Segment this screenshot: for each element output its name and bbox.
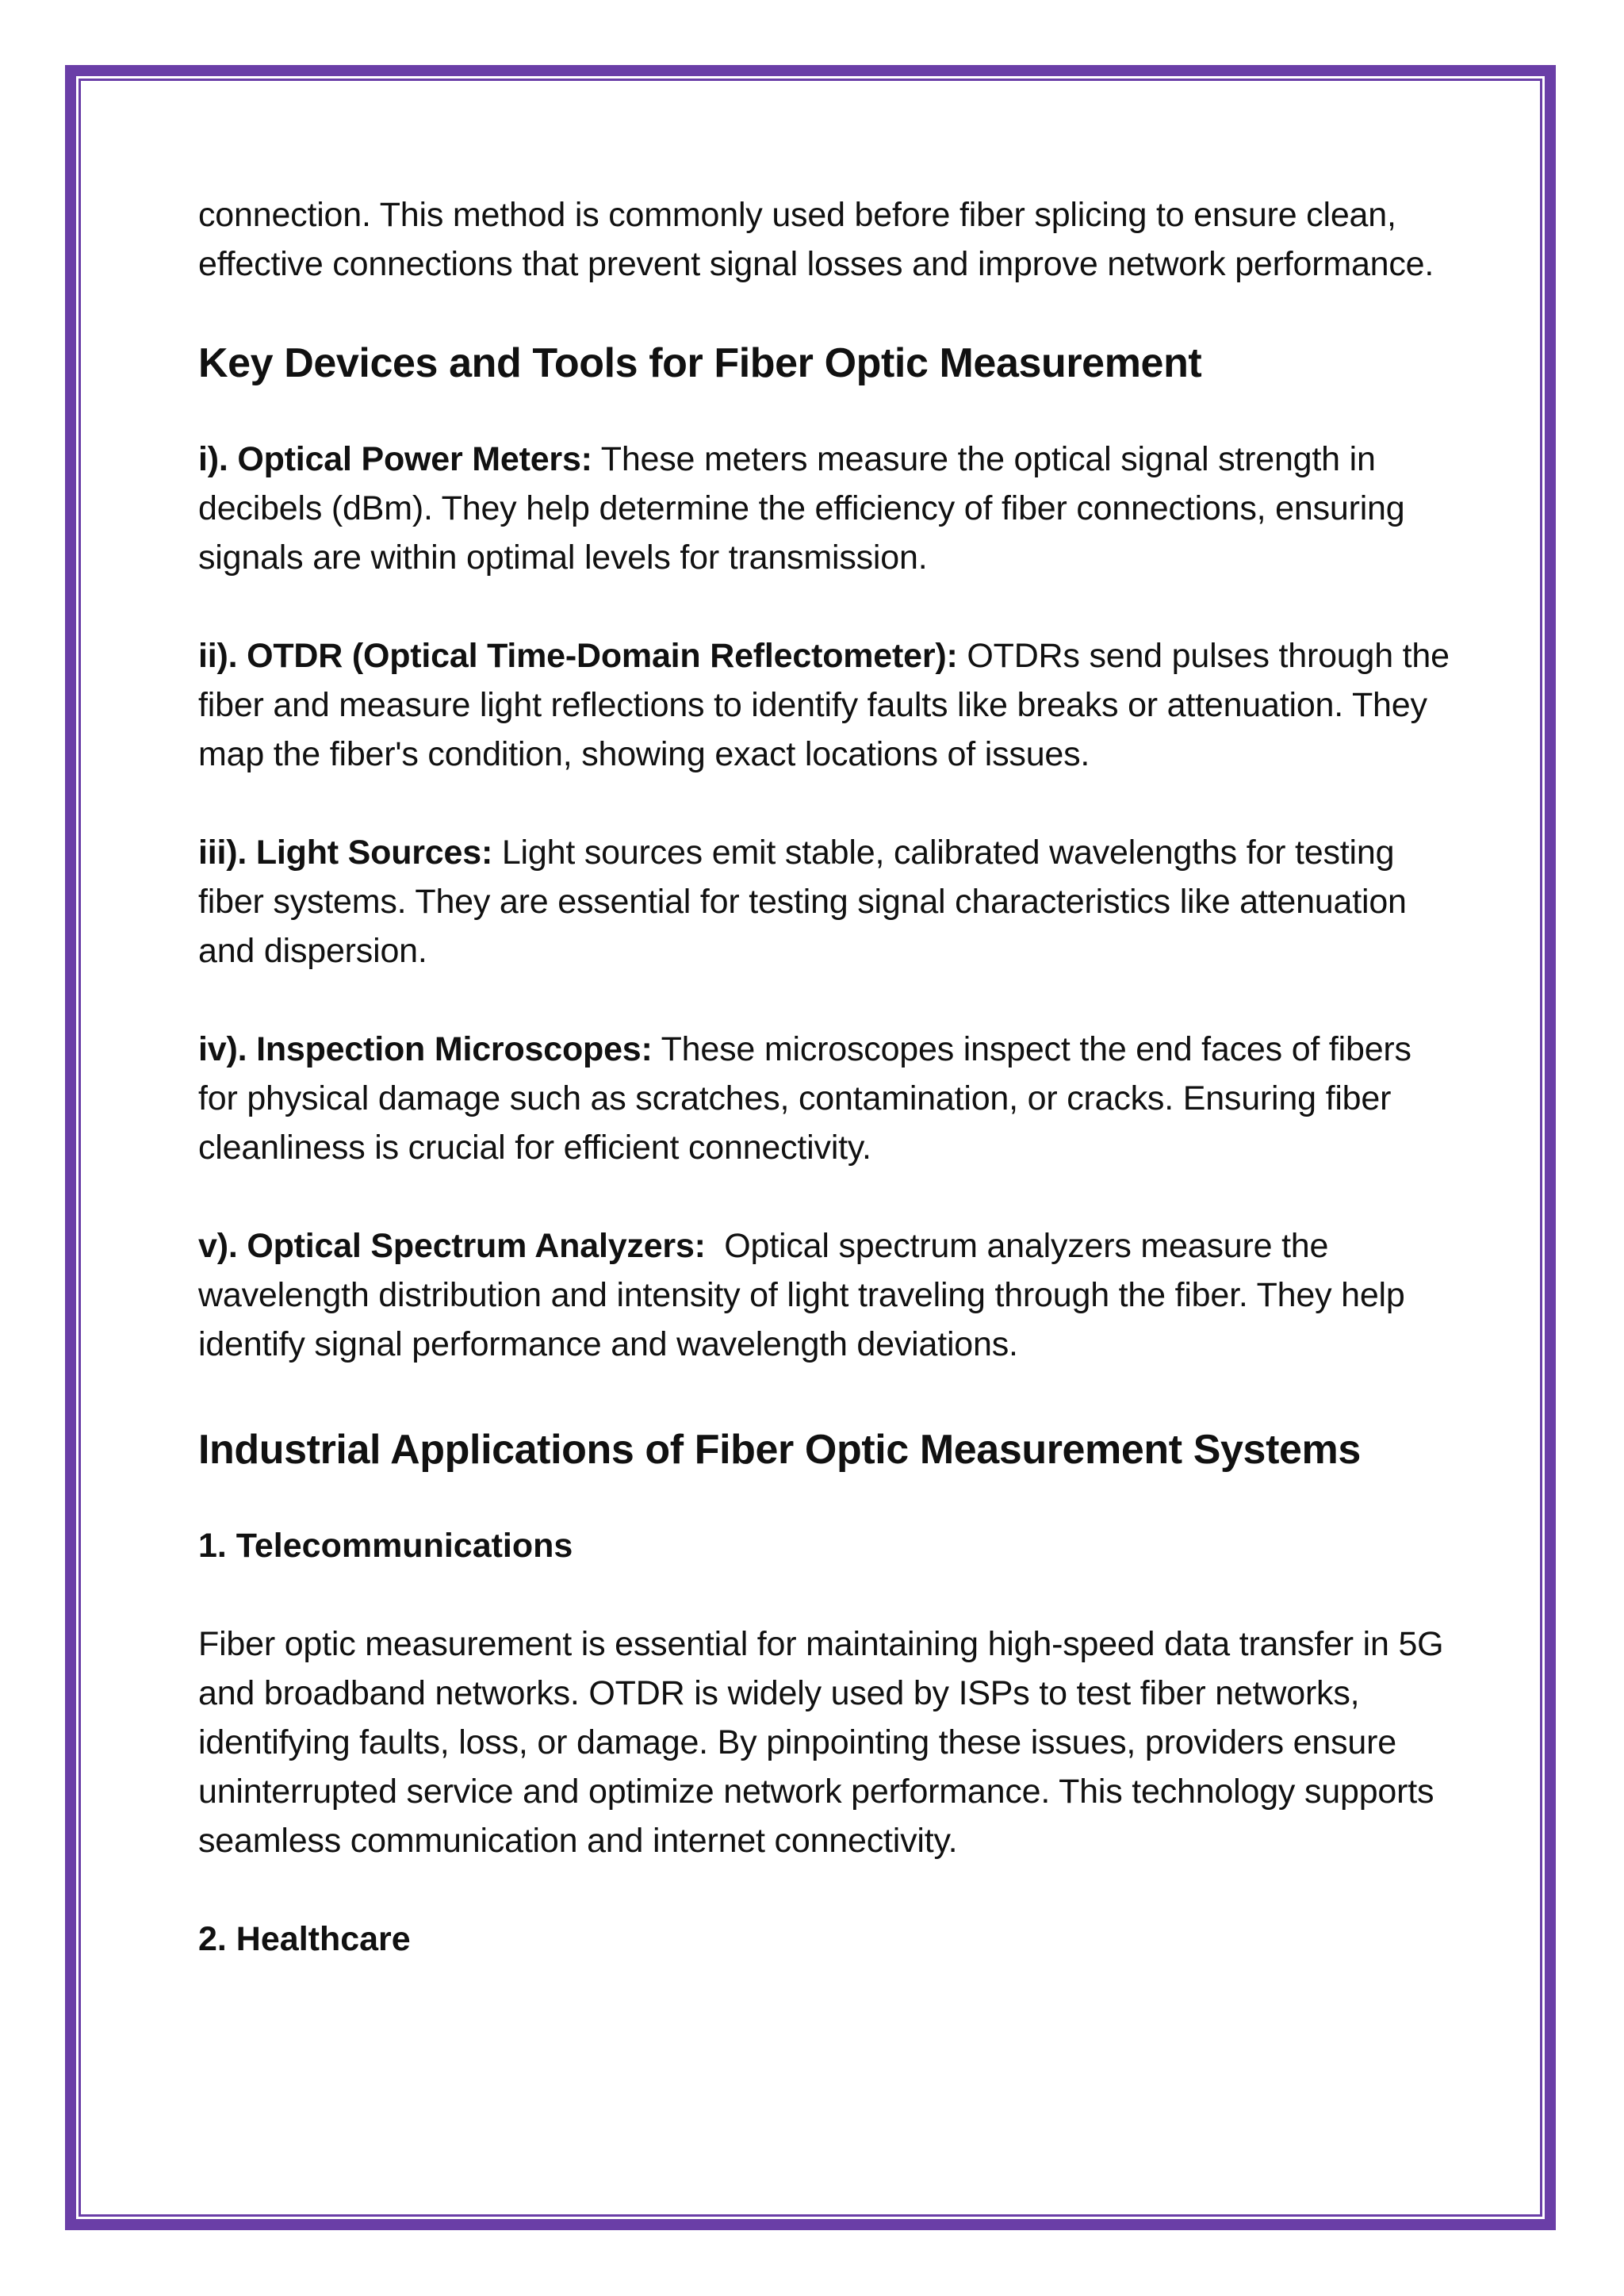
- section-heading-applications: Industrial Applications of Fiber Optic Measurement Systems: [198, 1427, 1361, 1473]
- document-body: [198, 190, 1451, 1964]
- intro-paragraph: connection. This method is commonly used before fiber splicing to ensure clean, effective connections that prevent signal losses and improve network performance.: [198, 196, 1434, 283]
- device-item-spectrum-analyzers: [198, 1221, 1451, 1369]
- device-text: These microscopes inspect the end faces of fibers for physical damage such as scratches, contamination, or cracks. Ensuring fiber cleanliness is crucial for efficient connectivity.: [198, 1030, 1411, 1167]
- subsection-title-telecom: 1. Telecommunications: [198, 1527, 573, 1565]
- device-label: v). Optical Spectrum Analyzers:: [198, 1227, 706, 1265]
- device-label: i). Optical Power Meters:: [198, 440, 592, 478]
- device-label: iii). Light Sources:: [198, 834, 493, 872]
- subsection-title-healthcare: 2. Healthcare: [198, 1920, 411, 1958]
- device-item-microscopes: [198, 1025, 1451, 1172]
- device-text: These meters measure the optical signal strength in decibels (dBm). They help determine the efficiency of fiber connections, ensuring signals are within optimal levels for transmission.: [198, 440, 1405, 577]
- device-label: ii). OTDR (Optical Time-Domain Reflectometer):: [198, 637, 958, 675]
- device-item-power-meters: [198, 435, 1451, 582]
- section-heading-devices: Key Devices and Tools for Fiber Optic Measurement: [198, 340, 1202, 386]
- device-text: Light sources emit stable, calibrated wavelengths for testing fiber systems. They are essential for testing signal characteristics like attenuation and dispersion.: [198, 834, 1407, 970]
- device-item-otdr: [198, 631, 1451, 779]
- device-item-light-sources: [198, 828, 1451, 976]
- device-text: OTDRs send pulses through the fiber and measure light reflections to identify faults like breaks or attenuation. They map the fiber's condition, showing exact locations of issues.: [198, 637, 1450, 773]
- subsection-text-telecom: Fiber optic measurement is essential for maintaining high-speed data transfer in 5G and broadband networks. OTDR is widely used by ISPs to test fiber networks, identifying faults, loss, or damage. By pinpointing these issues, providers ensure uninterrupted service and optimize network performance. This technology supports seamless communication and internet connectivity.: [198, 1625, 1444, 1860]
- device-text: Optical spectrum analyzers measure the wavelength distribution and intensity of light traveling through the fiber. They help identify signal performance and wavelength deviations.: [198, 1227, 1415, 1363]
- device-label: iv). Inspection Microscopes:: [198, 1030, 653, 1068]
